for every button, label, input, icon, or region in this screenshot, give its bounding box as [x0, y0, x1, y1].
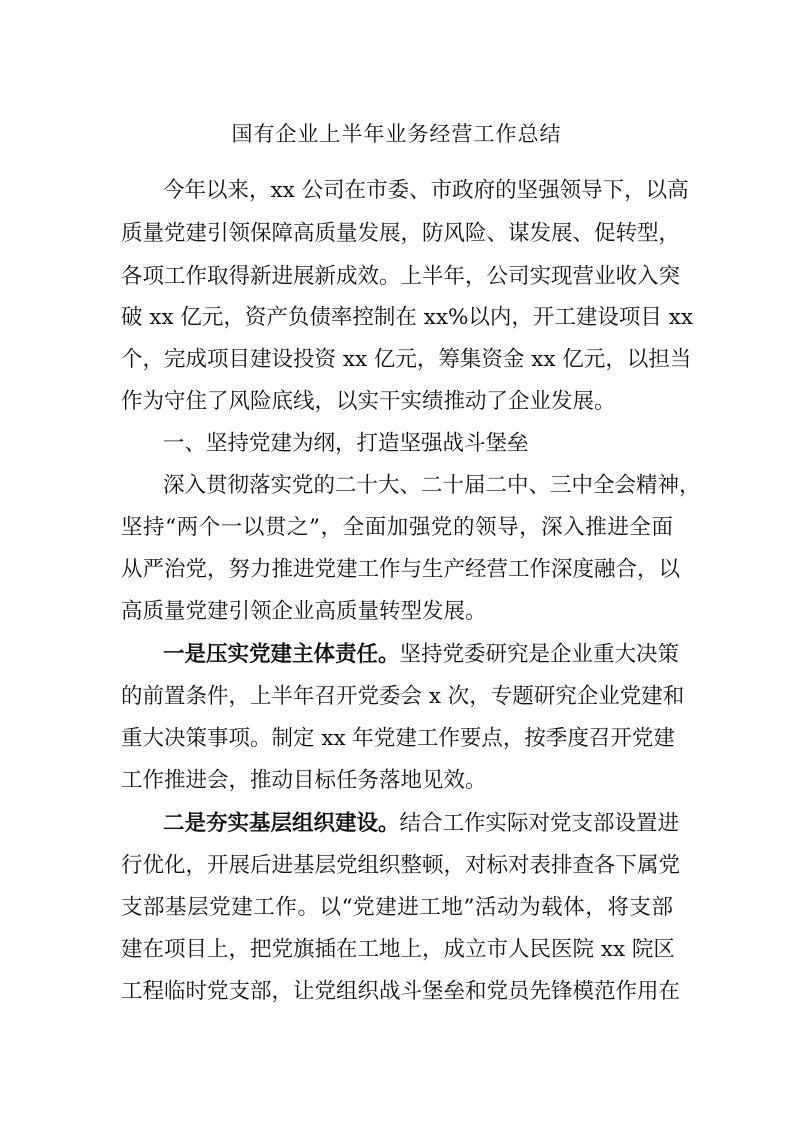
intro-line: 今年以来，xx 公司在市委、市政府的坚强领导下，以高	[163, 178, 689, 203]
item2-first-line	[163, 808, 680, 840]
document-title: 国有企业上半年业务经营工作总结	[231, 122, 562, 146]
intro-line: 个，完成项目建设投资 xx 亿元，筹集资金 xx 亿元，以担当	[121, 347, 692, 372]
item1-first-rest: 坚持党委研究是企业重大决策	[399, 642, 680, 667]
intro-line: 质量党建引领保障高质量发展，防风险、谋发展、促转型，	[121, 221, 681, 246]
section-heading: 一、坚持党建为纲，打造坚强战斗堡垒	[163, 431, 529, 456]
intro-line: 作为守住了风险底线，以实干实绩推动了企业发展。	[121, 389, 616, 414]
section1-line: 从严治党，努力推进党建工作与生产经营工作深度融合，以	[121, 557, 681, 582]
item2-lead: 二是夯实基层组织建设。	[163, 811, 400, 836]
item2-line: 行优化，开展后进基层党组织整顿，对标对表排查各下属党	[121, 853, 681, 878]
item2-line: 工程临时党支部，让党组织战斗堡垒和党员先锋模范作用在	[121, 979, 681, 1004]
item1-first-line	[163, 639, 680, 671]
item1-line: 重大决策事项。制定 xx 年党建工作要点，按季度召开党建	[121, 726, 675, 751]
item2-first-rest: 结合工作实际对党支部设置进	[399, 811, 680, 836]
item1-line: 的前置条件，上半年召开党委会 x 次，专题研究企业党建和	[121, 684, 685, 709]
item1-line: 工作推进会，推动目标任务落地见效。	[121, 768, 487, 793]
intro-line: 破 xx 亿元，资产负债率控制在 xx%以内，开工建设项目 xx	[121, 305, 694, 330]
section1-line: 高质量党建引领企业高质量转型发展。	[121, 599, 487, 624]
item1-lead: 一是压实党建主体责任。	[163, 642, 400, 667]
intro-line: 各项工作取得新进展新成效。上半年，公司实现营业收入突	[121, 264, 681, 289]
section1-line: 深入贯彻落实党的二十大、二十届二中、三中全会精神，	[163, 473, 701, 498]
item2-line: 支部基层党建工作。以“党建进工地”活动为载体，将支部	[121, 895, 673, 920]
section1-line: 坚持“两个一以贯之”，全面加强党的领导，深入推进全面	[121, 515, 673, 540]
item2-line: 建在项目上，把党旗插在工地上，成立市人民医院 xx 院区	[121, 937, 675, 962]
